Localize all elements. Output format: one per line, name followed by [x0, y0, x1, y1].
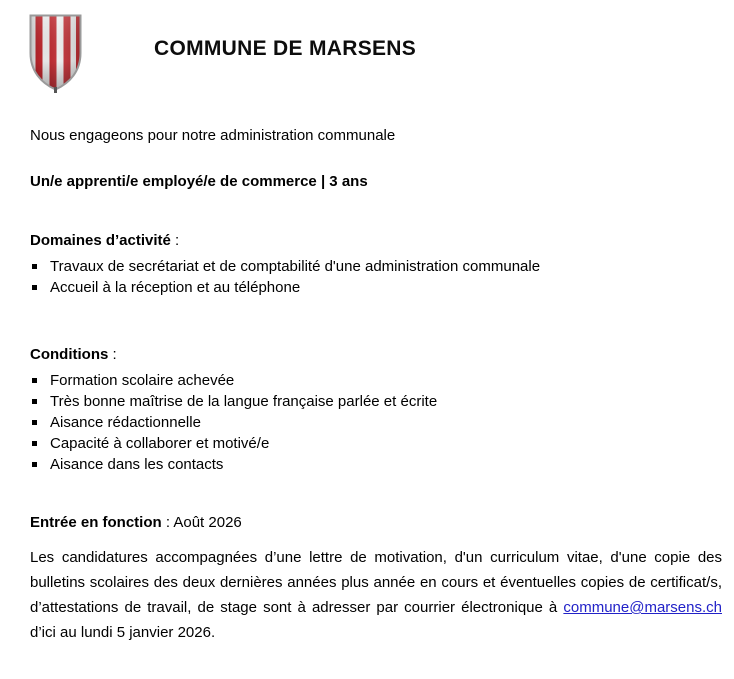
closing-paragraph: [30, 545, 722, 645]
list-item: [30, 370, 722, 391]
section-heading-label: Domaines d’activité: [30, 232, 171, 249]
bullet-square-icon: [32, 399, 37, 404]
bullet-square-icon: [32, 378, 37, 383]
closing-text-part2: d’ici au lundi 5 janvier 2026.: [30, 624, 216, 641]
start-date: [30, 513, 242, 533]
bullet-square-icon: [32, 462, 37, 467]
section-conditions: [30, 344, 722, 475]
job-title: Un/e apprenti/e employé/e de commerce | 3 ans: [30, 173, 368, 190]
list-item-label: Capacité à collaborer et motivé/e: [50, 435, 270, 452]
conditions-list: [30, 370, 722, 475]
list-item: [30, 391, 722, 412]
closing-text-part1: Les candidatures accompagnées d’une lettre de motivation, d'un curriculum vitae, d'une copie des bulletins scolaires des deux dernières années plus année en cours et éventuelles copies de certificat/s, d’attestations de travail, de stage sont à adresser par courrier électronique à: [30, 549, 722, 616]
list-item-label: Formation scolaire achevée: [50, 372, 235, 389]
section-heading: [30, 230, 722, 252]
page-title: COMMUNE DE MARSENS: [154, 37, 417, 60]
lead-paragraph: Nous engageons pour notre administration communale: [30, 127, 396, 144]
start-date-label: Entrée en fonction: [30, 514, 162, 531]
domaines-list: [30, 256, 722, 298]
section-heading-colon: :: [170, 232, 180, 249]
section-domaines-activite: [30, 230, 722, 298]
bullet-square-icon: [32, 264, 37, 269]
list-item-label: Travaux de secrétariat et de comptabilité d'une administration communale: [50, 258, 541, 275]
list-item-label: Très bonne maîtrise de la langue française parlée et écrite: [50, 393, 438, 410]
document-header: [0, 0, 734, 110]
bullet-square-icon: [32, 441, 37, 446]
section-heading: [30, 344, 722, 366]
list-item-label: Aisance dans les contacts: [50, 456, 224, 473]
bullet-square-icon: [32, 285, 37, 290]
section-heading-label: Conditions: [30, 346, 109, 363]
list-item-label: Aisance rédactionnelle: [50, 414, 201, 431]
list-item-label: Accueil à la réception et au téléphone: [50, 279, 301, 296]
bullet-square-icon: [32, 420, 37, 425]
list-item: [30, 454, 722, 475]
start-date-value: : Août 2026: [161, 514, 242, 531]
marsens-coat-of-arms-icon: [28, 13, 83, 93]
list-item: [30, 433, 722, 454]
list-item: [30, 277, 722, 298]
email-link[interactable]: commune@marsens.ch: [563, 599, 722, 616]
section-heading-colon: :: [108, 346, 117, 363]
list-item: [30, 256, 722, 277]
list-item: [30, 412, 722, 433]
